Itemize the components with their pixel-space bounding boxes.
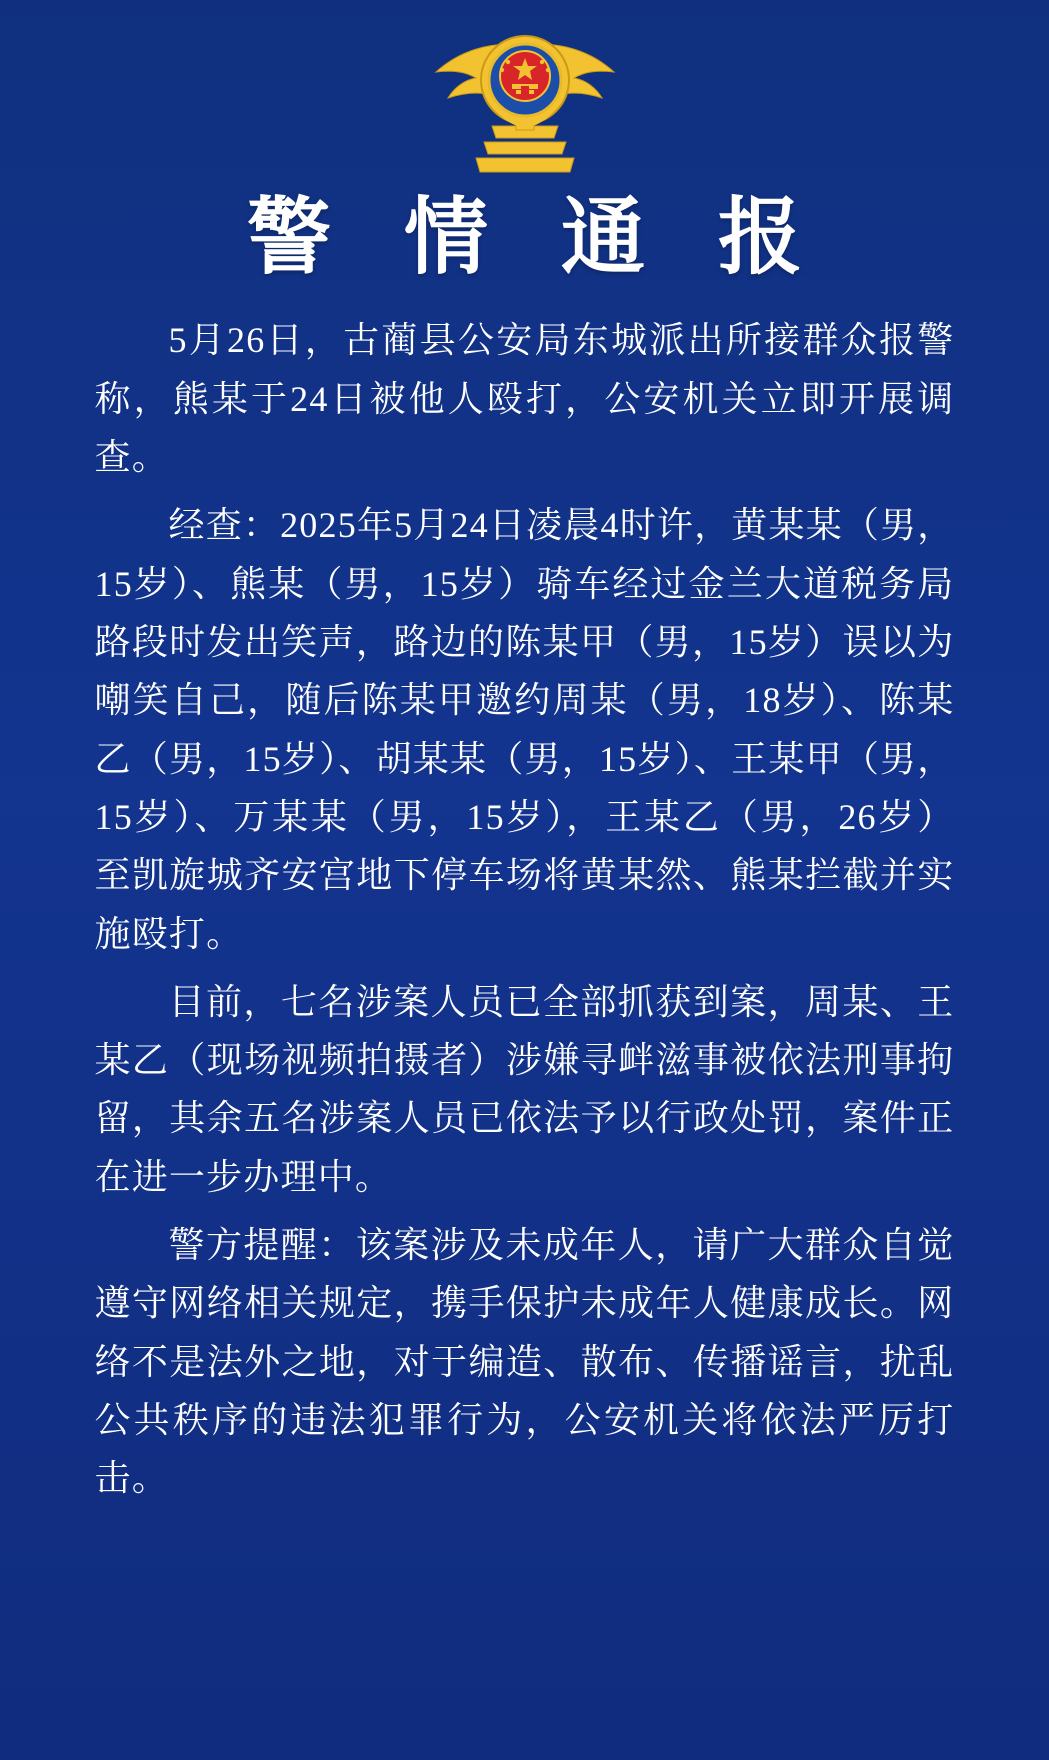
page-title: 警 情 通 报 [246,192,828,285]
notice-body [95,311,955,1517]
paragraph-3: 目前，七名涉案人员已全部抓获到案，周某、王某乙（现场视频拍摄者）涉嫌寻衅滋事被依法刑事拘留，其余五名涉案人员已依法予以行政处罚，案件正在进一步办理中。 [94,981,955,1197]
paragraph-4: 警方提醒：该案涉及未成年人，请广大群众自觉遵守网络相关规定，携手保护未成年人健康成长。网络不是法外之地，对于编造、散布、传播谣言，扰乱公共秩序的违法犯罪行为，公安机关将依法严厉打击。 [94,1225,955,1499]
paragraph-1: 5月26日，古蔺县公安局东城派出所接群众报警称，熊某于24日被他人殴打，公安机关立即开展调查。 [94,320,955,478]
emblem-container [0,18,1049,183]
china-police-emblem-icon [420,18,630,183]
paragraph-2: 经查：2025年5月24日凌晨4时许，黄某某（男，15岁）、熊某（男，15岁）骑车经过金兰大道税务局路段时发出笑声，路边的陈某甲（男，15岁）误以为嘲笑自己，随后陈某甲邀约周某（男，18岁）、陈某乙（男，15岁）、胡某某（男，15岁）、王某甲（男，15岁）、万某某（男，15岁），王某乙（男，26岁）至凯旋城齐安宫地下停车场将黄某然、熊某拦截并实施殴打。 [94,505,955,954]
